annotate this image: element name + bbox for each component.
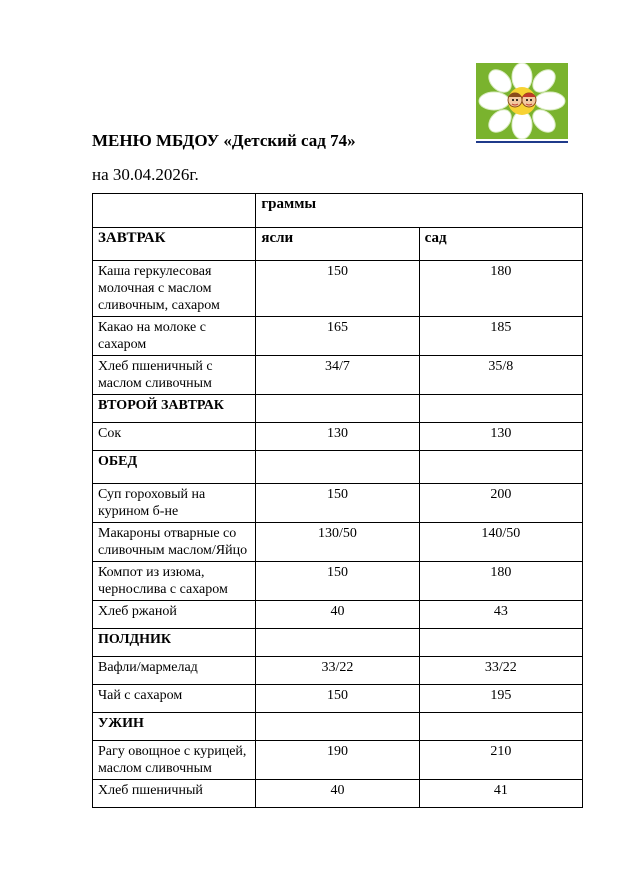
garden-grams: 185 [419, 317, 582, 356]
menu-title: МЕНЮ МБДОУ «Детский сад 74» [92, 131, 356, 150]
garden-grams: 200 [419, 484, 582, 523]
table-row [93, 484, 583, 523]
dish-name: Каша геркулесовая молочная с маслом сливочным, сахаром [93, 261, 256, 317]
garden-grams: 35/8 [419, 356, 582, 395]
empty-cell [419, 451, 582, 484]
nursery-grams: 150 [256, 484, 419, 523]
nursery-grams: 130 [256, 423, 419, 451]
nursery-grams: 190 [256, 741, 419, 780]
empty-cell [419, 395, 582, 423]
dinner-header: УЖИН [93, 713, 256, 741]
nursery-grams: 150 [256, 685, 419, 713]
dish-name: Чай с сахаром [93, 685, 256, 713]
dish-name: Суп гороховый на курином б-не [93, 484, 256, 523]
nursery-grams: 150 [256, 261, 419, 317]
empty-cell [256, 713, 419, 741]
table-row [93, 657, 583, 685]
second-breakfast-header: ВТОРОЙ ЗАВТРАК [93, 395, 256, 423]
column-header-row [93, 228, 583, 261]
empty-cell [256, 629, 419, 657]
garden-grams: 140/50 [419, 523, 582, 562]
garden-grams: 180 [419, 562, 582, 601]
garden-grams: 43 [419, 601, 582, 629]
lunch-header: ОБЕД [93, 451, 256, 484]
table-row [93, 780, 583, 808]
empty-header-cell [93, 194, 256, 228]
dish-name: Рагу овощное с курицей, маслом сливочным [93, 741, 256, 780]
dish-name: Компот из изюма, чернослива с сахаром [93, 562, 256, 601]
table-row [93, 261, 583, 317]
kindergarten-flower-logo-icon [476, 63, 568, 139]
nursery-header: ясли [256, 228, 419, 261]
garden-grams: 210 [419, 741, 582, 780]
table-row [93, 317, 583, 356]
section-row [93, 629, 583, 657]
section-row [93, 395, 583, 423]
section-row [93, 713, 583, 741]
grams-header: граммы [256, 194, 583, 228]
dish-name: Хлеб пшеничный [93, 780, 256, 808]
table-row [93, 562, 583, 601]
table-row [93, 423, 583, 451]
table-row [93, 741, 583, 780]
dish-name: Сок [93, 423, 256, 451]
nursery-grams: 40 [256, 601, 419, 629]
nursery-grams: 33/22 [256, 657, 419, 685]
empty-cell [419, 713, 582, 741]
table-row [93, 601, 583, 629]
dish-name: Макароны отварные со сливочным маслом/Яйцо [93, 523, 256, 562]
nursery-grams: 34/7 [256, 356, 419, 395]
dish-name: Какао на молоке с сахаром [93, 317, 256, 356]
section-row [93, 451, 583, 484]
dish-name: Вафли/мармелад [93, 657, 256, 685]
nursery-grams: 40 [256, 780, 419, 808]
snack-header: ПОЛДНИК [93, 629, 256, 657]
menu-date: на 30.04.2026г. [92, 165, 199, 184]
garden-header: сад [419, 228, 582, 261]
table-row [93, 523, 583, 562]
empty-cell [419, 629, 582, 657]
garden-grams: 180 [419, 261, 582, 317]
dish-name: Хлеб пшеничный с маслом сливочным [93, 356, 256, 395]
garden-grams: 33/22 [419, 657, 582, 685]
garden-grams: 130 [419, 423, 582, 451]
nursery-grams: 130/50 [256, 523, 419, 562]
nursery-grams: 165 [256, 317, 419, 356]
table-row [93, 685, 583, 713]
dish-name: Хлеб ржаной [93, 601, 256, 629]
empty-cell [256, 451, 419, 484]
empty-cell [256, 395, 419, 423]
breakfast-header: ЗАВТРАК [93, 228, 256, 261]
kindergarten-logo [476, 63, 568, 143]
menu-table [92, 193, 583, 808]
nursery-grams: 150 [256, 562, 419, 601]
garden-grams: 41 [419, 780, 582, 808]
table-row [93, 356, 583, 395]
garden-grams: 195 [419, 685, 582, 713]
grams-header-row [93, 194, 583, 228]
